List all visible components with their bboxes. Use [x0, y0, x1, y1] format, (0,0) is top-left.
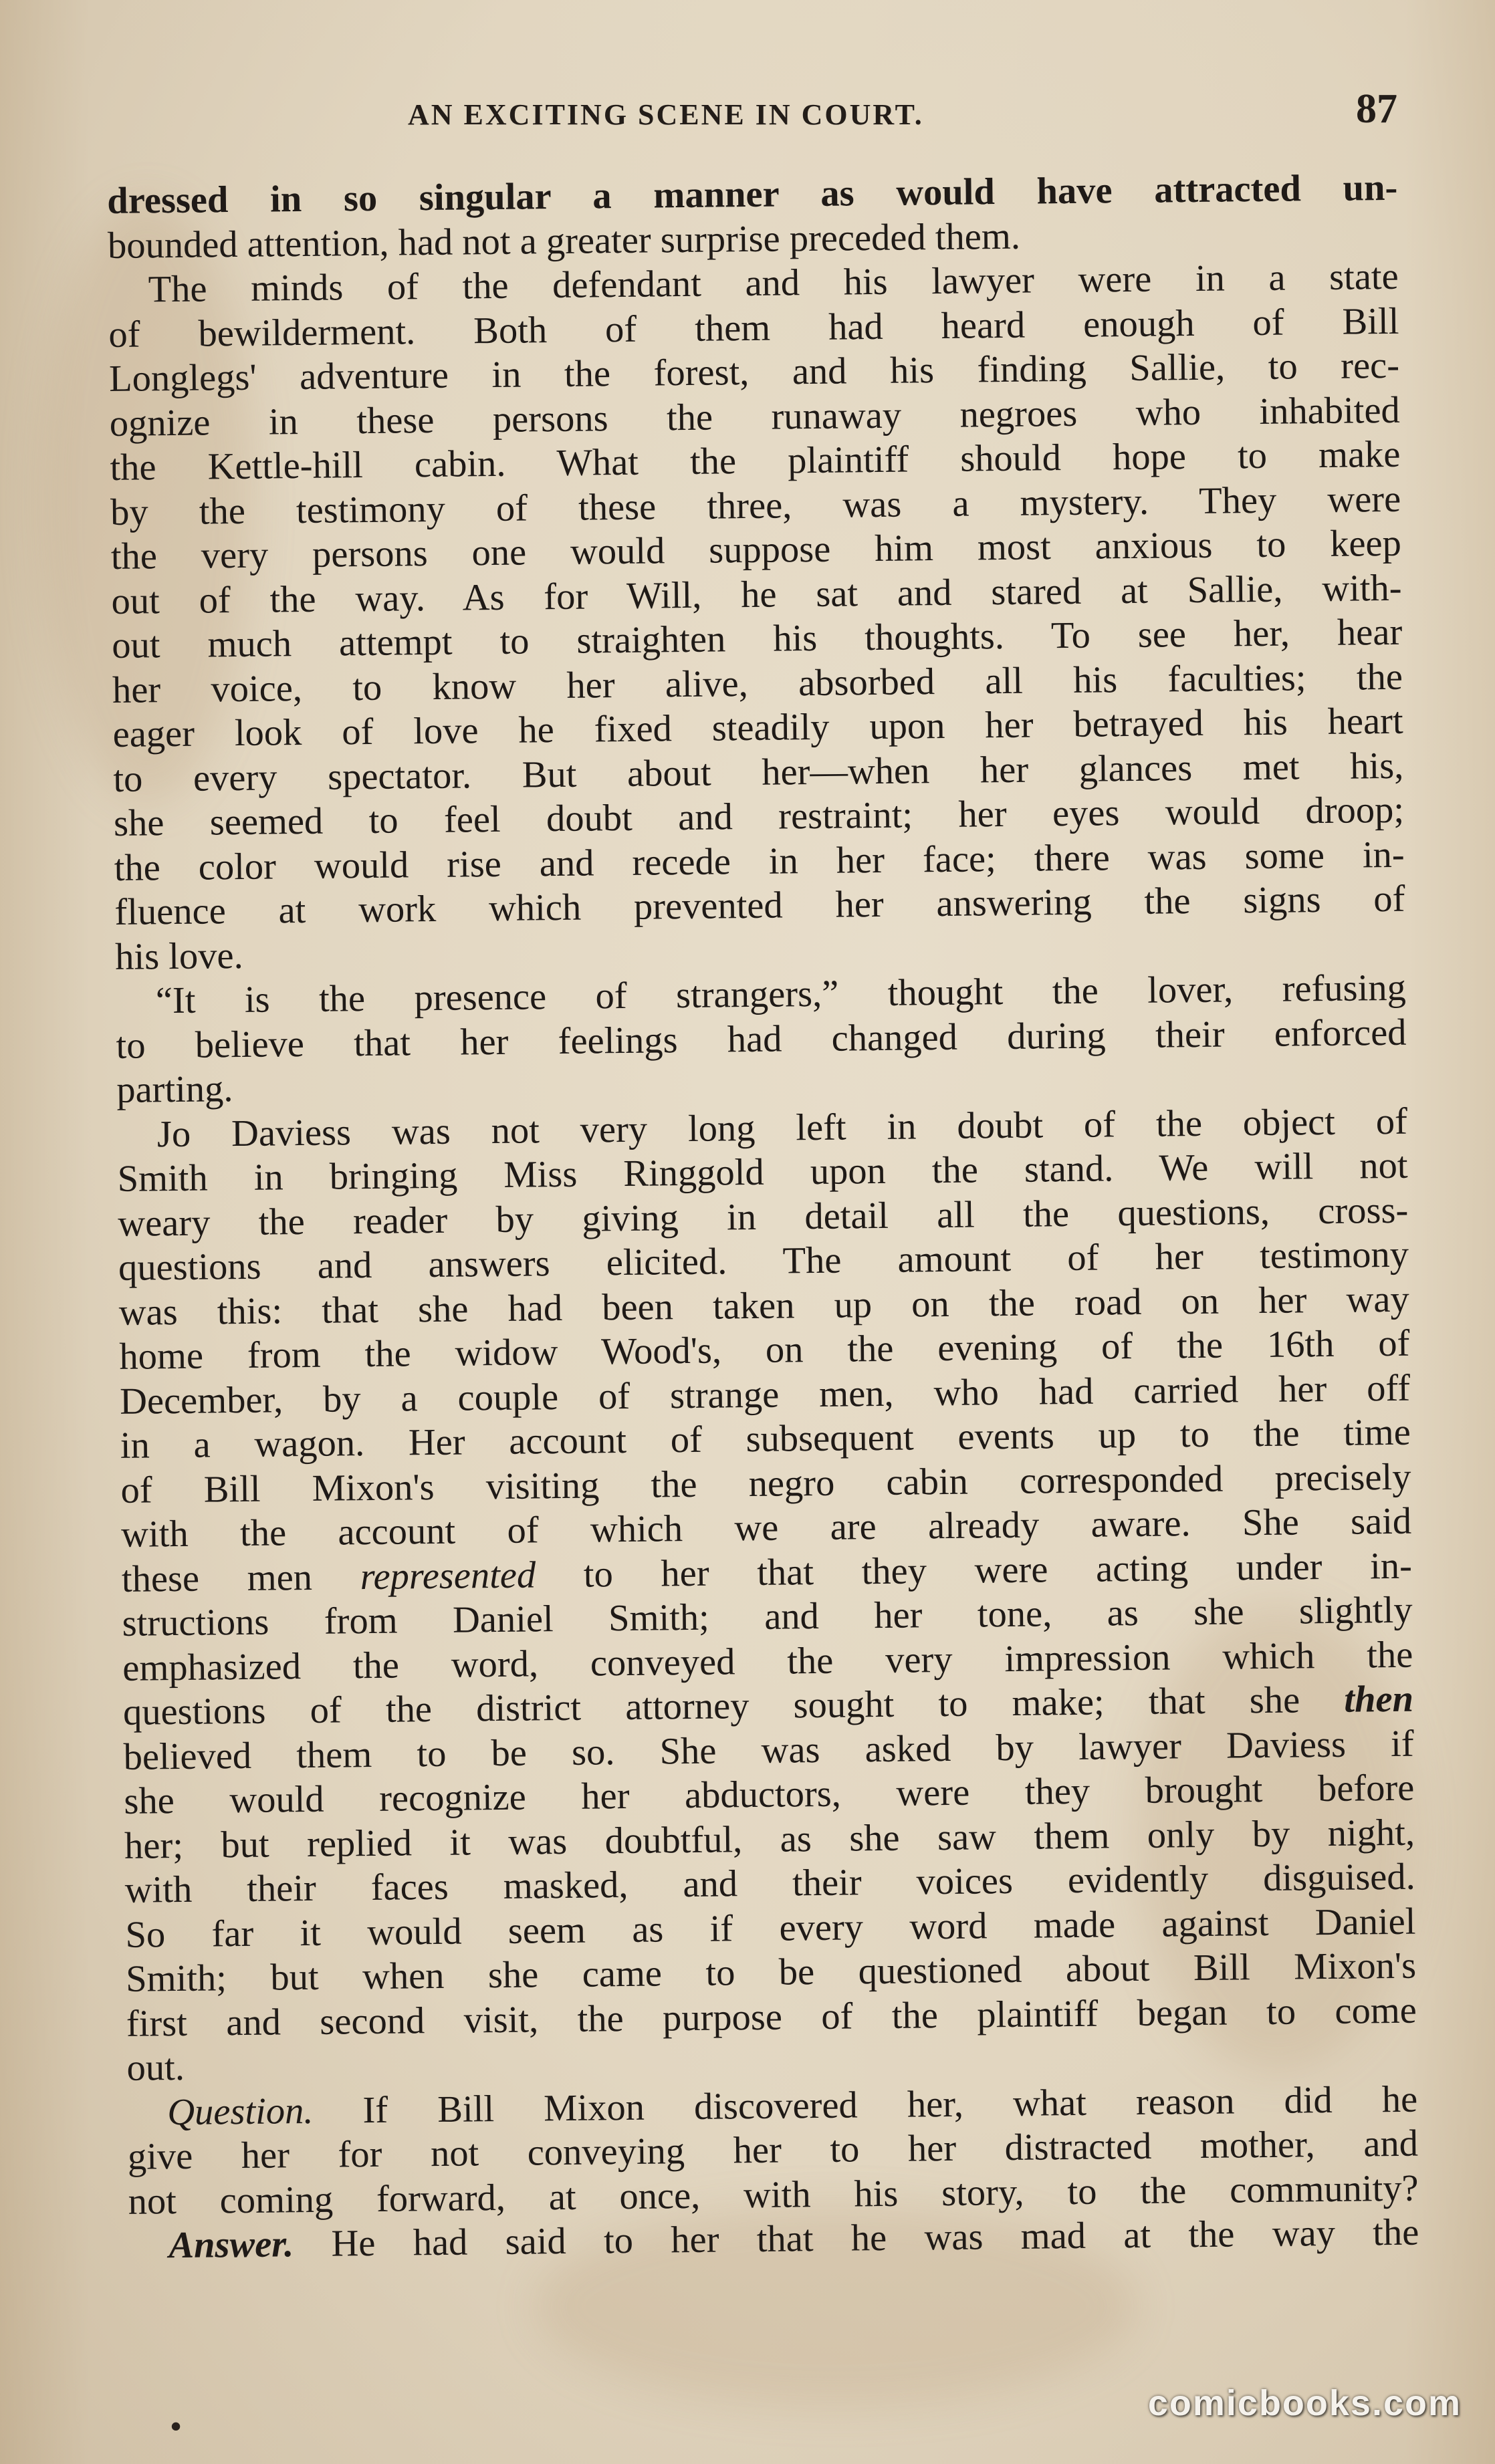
text-line: her; but replied it was doubtful, as she saw them only by night, — [124, 1812, 1415, 1867]
text-line: she seemed to feel doubt and restraint; her eyes would droop; — [113, 789, 1405, 844]
site-watermark: comicbooks.com — [1147, 2383, 1462, 2423]
text-line: she would recognize her abductors, were they brought before — [124, 1767, 1415, 1822]
text-line: bounded attention, had not a greater surprise preceded them. — [107, 215, 1021, 267]
text-line: Smith in bringing Miss Ringgold upon the stand. We will not — [117, 1144, 1408, 1200]
text-line: Jo Daviess was not very long left in doubt of the object of — [156, 1100, 1408, 1155]
text-line: to believe that her feelings had changed during their enforced — [116, 1011, 1407, 1067]
text-line: So far it would seem as if every word made against Daniel — [125, 1900, 1416, 1956]
text-line: by the testimony of these three, was a mystery. They were — [110, 478, 1401, 533]
text-line: the very persons one would suppose him most anxious to keep — [110, 522, 1402, 578]
text-line: with their faces masked, and their voices evidently disguised. — [124, 1856, 1416, 1911]
text-line: out much attempt to straighten his thoughts. To see her, hear — [111, 611, 1403, 666]
text-line: give her for not conveying her to her distracted mother, and — [127, 2122, 1419, 2178]
text-line: believed them to be so. She was asked by lawyer Daviess if — [123, 1723, 1414, 1778]
text-line: fluence at work which prevented her answering the signs of — [114, 878, 1405, 933]
text-line: home from the widow Wood's, on the evening of the 16th of — [119, 1322, 1410, 1378]
body-text — [107, 166, 1419, 2269]
text-line: the Kettle-hill cabin. What the plaintiff should hope to make — [110, 433, 1401, 489]
text-line: was this: that she had been taken up on the road on her way — [118, 1278, 1409, 1334]
text-line: “It is the presence of strangers,” thought the lover, refusing — [155, 967, 1407, 1022]
text-line: Question. If Bill Mixon discovered her, what reason did he — [166, 2078, 1418, 2133]
text-line: December, by a couple of strange men, who had carried her off — [119, 1367, 1411, 1423]
text-line: of bewilderment. Both of them had heard enough of Bill — [108, 300, 1399, 356]
text-line: questions and answers elicited. The amount of her testimony — [118, 1233, 1409, 1289]
page-header — [107, 86, 1397, 139]
text-line: her voice, to know her alive, absorbed all his faculties; the — [112, 656, 1403, 711]
text-line: of Bill Mixon's visiting the negro cabin corresponded precisely — [120, 1456, 1411, 1511]
text-line: weary the reader by giving in detail all the questions, cross- — [118, 1189, 1409, 1245]
text-line: eager look of love he fixed steadily upon her betrayed his heart — [112, 700, 1403, 755]
running-head: AN EXCITING SCENE IN COURT. — [408, 98, 924, 131]
text-line: Smith; but when she came to be questioned about Bill Mixon's — [125, 1945, 1417, 2000]
text-line: out. — [126, 2046, 185, 2089]
text-line: dressed in so singular a manner as would have attracted un- — [107, 166, 1398, 222]
text-line: structions from Daniel Smith; and her tone, as she slightly — [122, 1589, 1413, 1644]
text-line: questions of the district attorney sought to make; that she then — [122, 1678, 1414, 1733]
text-line: ognize in these persons the runaway negroes who inhabited — [109, 389, 1401, 445]
text-line: not coming forward, at once, with his story, to the community? — [128, 2167, 1419, 2223]
text-line: Longlegs' adventure in the forest, and his finding Sallie, to rec- — [108, 344, 1400, 400]
bottom-mark: • — [170, 2409, 182, 2443]
text-line: The minds of the defendant and his lawyer were in a state — [148, 255, 1399, 311]
text-line: Answer. He had said to her that he was mad at the way the — [168, 2211, 1419, 2267]
text-line: these men represented to her that they were acting under in- — [121, 1545, 1413, 1600]
text-line: parting. — [116, 1068, 233, 1111]
text-line: emphasized the word, conveyed the very impression which the — [122, 1634, 1413, 1689]
page-number: 87 — [1356, 86, 1397, 132]
text-line: out of the way. As for Will, he sat and stared at Sallie, with- — [111, 567, 1402, 622]
text-line: his love. — [114, 935, 243, 978]
text-line: to every spectator. But about her—when her glances met his, — [113, 745, 1404, 800]
text-line: first and second visit, the purpose of the plaintiff began to come — [126, 1989, 1417, 2045]
text-line: in a wagon. Her account of subsequent events up to the time — [120, 1411, 1411, 1467]
text-line: with the account of which we are already aware. She said — [120, 1500, 1412, 1556]
text-line: the color would rise and recede in her face; there was some in- — [114, 834, 1405, 889]
